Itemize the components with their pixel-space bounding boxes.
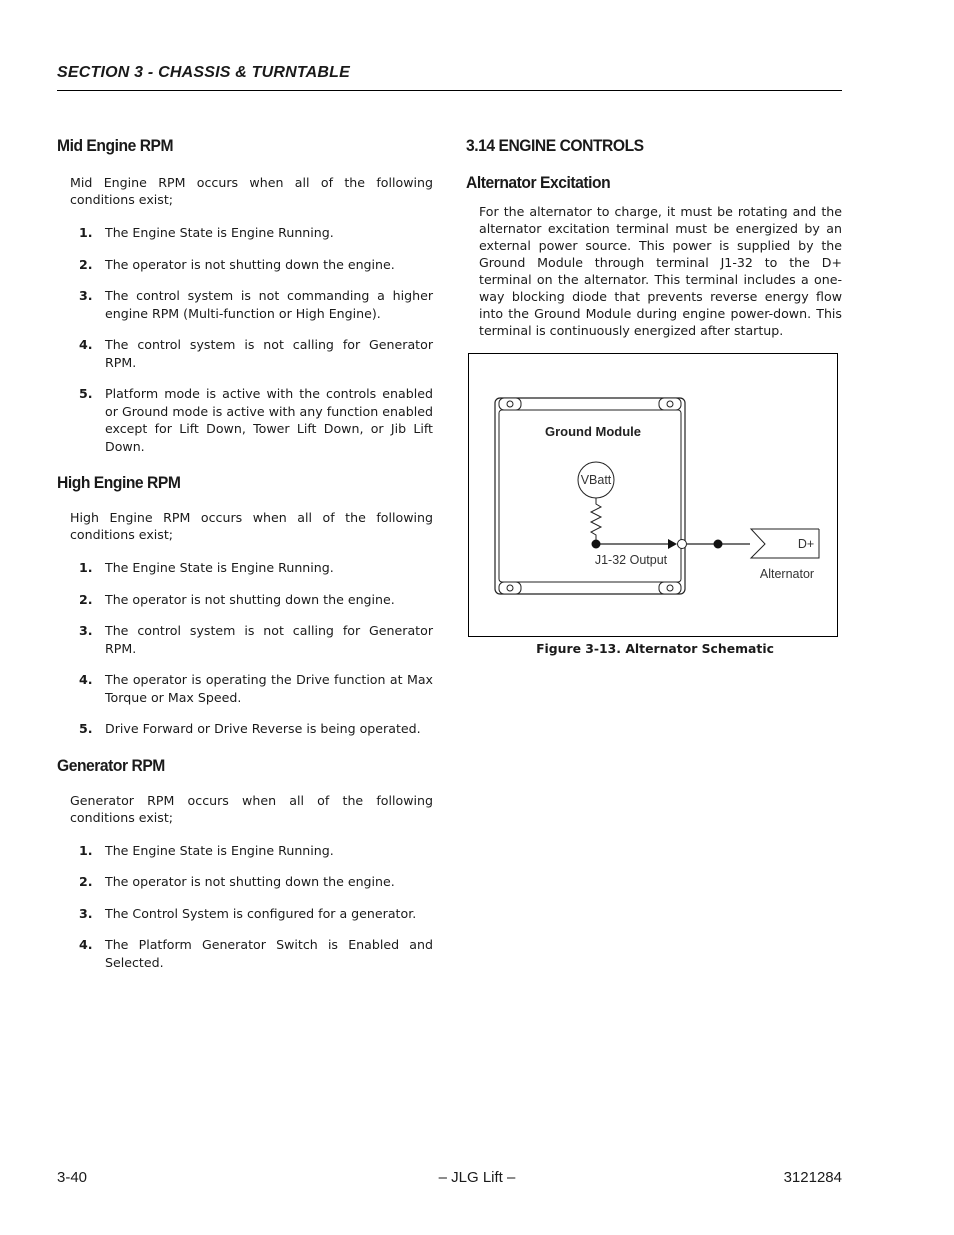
list-item: 3. The control system is not commanding a higher engine RPM (Multi-function or High Engine). xyxy=(79,288,433,321)
heading-high-engine-rpm: High Engine RPM xyxy=(57,473,181,492)
page-number: 3-40 xyxy=(57,1169,88,1186)
list-item: 2. The operator is not shutting down the engine. xyxy=(79,874,395,889)
high-conditions-list xyxy=(57,559,433,738)
mid-conditions-list xyxy=(57,224,433,455)
list-item: 3. The control system is not calling for Generator RPM. xyxy=(79,623,433,656)
list-item: 4. The control system is not calling for Generator RPM. xyxy=(79,337,433,370)
resistor xyxy=(591,498,601,544)
wire-junction-dot xyxy=(714,540,723,549)
list-item: 2. The operator is not shutting down the engine. xyxy=(79,591,395,607)
list-item: 1. The Engine State is Engine Running. xyxy=(79,842,334,858)
vbatt-label: VBatt xyxy=(580,473,612,487)
left-column xyxy=(57,136,433,971)
section-title: SECTION 3 - CHASSIS & TURNTABLE xyxy=(57,64,351,81)
heading-alternator-excitation: Alternator Excitation xyxy=(466,173,611,192)
footer-center: – JLG Lift – xyxy=(438,1169,516,1186)
heading-mid-engine-rpm: Mid Engine RPM xyxy=(57,136,174,155)
alternator-schematic xyxy=(469,354,837,636)
list-item: 4. The Platform Generator Switch is Enabled and Selected. xyxy=(79,937,433,970)
j1-32-terminal xyxy=(678,540,687,549)
list-item: 2. The operator is not shutting down the engine. xyxy=(79,256,395,272)
heading-engine-controls: 3.14 ENGINE CONTROLS xyxy=(466,136,644,155)
gen-intro: Generator RPM occurs when all of the following conditions exist; xyxy=(70,792,433,825)
terminal-label: D+ xyxy=(797,537,815,551)
list-item: 1. The Engine State is Engine Running. xyxy=(79,225,334,240)
gen-conditions-list xyxy=(57,842,433,972)
document-number: 3121284 xyxy=(783,1169,842,1186)
output-label: J1-32 Output xyxy=(594,553,668,567)
list-item: 1. The Engine State is Engine Running. xyxy=(79,560,334,575)
list-item: 3. The Control System is configured for a generator. xyxy=(79,905,417,921)
right-column xyxy=(466,136,842,339)
alternator-body: For the alternator to charge, it must be rotating and the alternator excitation terminal must be energized by an external power source. This power is supplied by the Ground Module through terminal J1-32 to the D+ terminal on the alternator. This terminal includes a one-way blocking diode that prevents reverse energy flow into the Ground Module during engine power-down. This terminal is continuously energized after startup. xyxy=(479,204,842,338)
module-label: Ground Module xyxy=(544,424,642,439)
page-header xyxy=(57,64,842,91)
list-item: 5. Platform mode is active with the controls enabled or Ground mode is active with any function enabled except for Lift Down, Tower Lift Down, or Jib Lift Down. xyxy=(79,386,433,454)
alternator-label: Alternator xyxy=(759,567,815,581)
list-item: 5. Drive Forward or Drive Reverse is being operated. xyxy=(79,721,421,736)
list-item: 4. The operator is operating the Drive function at Max Torque or Max Speed. xyxy=(79,672,433,705)
diode-arrow xyxy=(668,539,677,549)
alternator-schematic-figure xyxy=(468,353,838,637)
high-intro: High Engine RPM occurs when all of the following conditions exist; xyxy=(70,510,433,542)
mid-intro: Mid Engine RPM occurs when all of the following conditions exist; xyxy=(70,175,433,207)
figure-caption: Figure 3-13. Alternator Schematic xyxy=(536,641,774,656)
junction-dot xyxy=(592,540,601,549)
heading-generator-rpm: Generator RPM xyxy=(57,755,165,775)
